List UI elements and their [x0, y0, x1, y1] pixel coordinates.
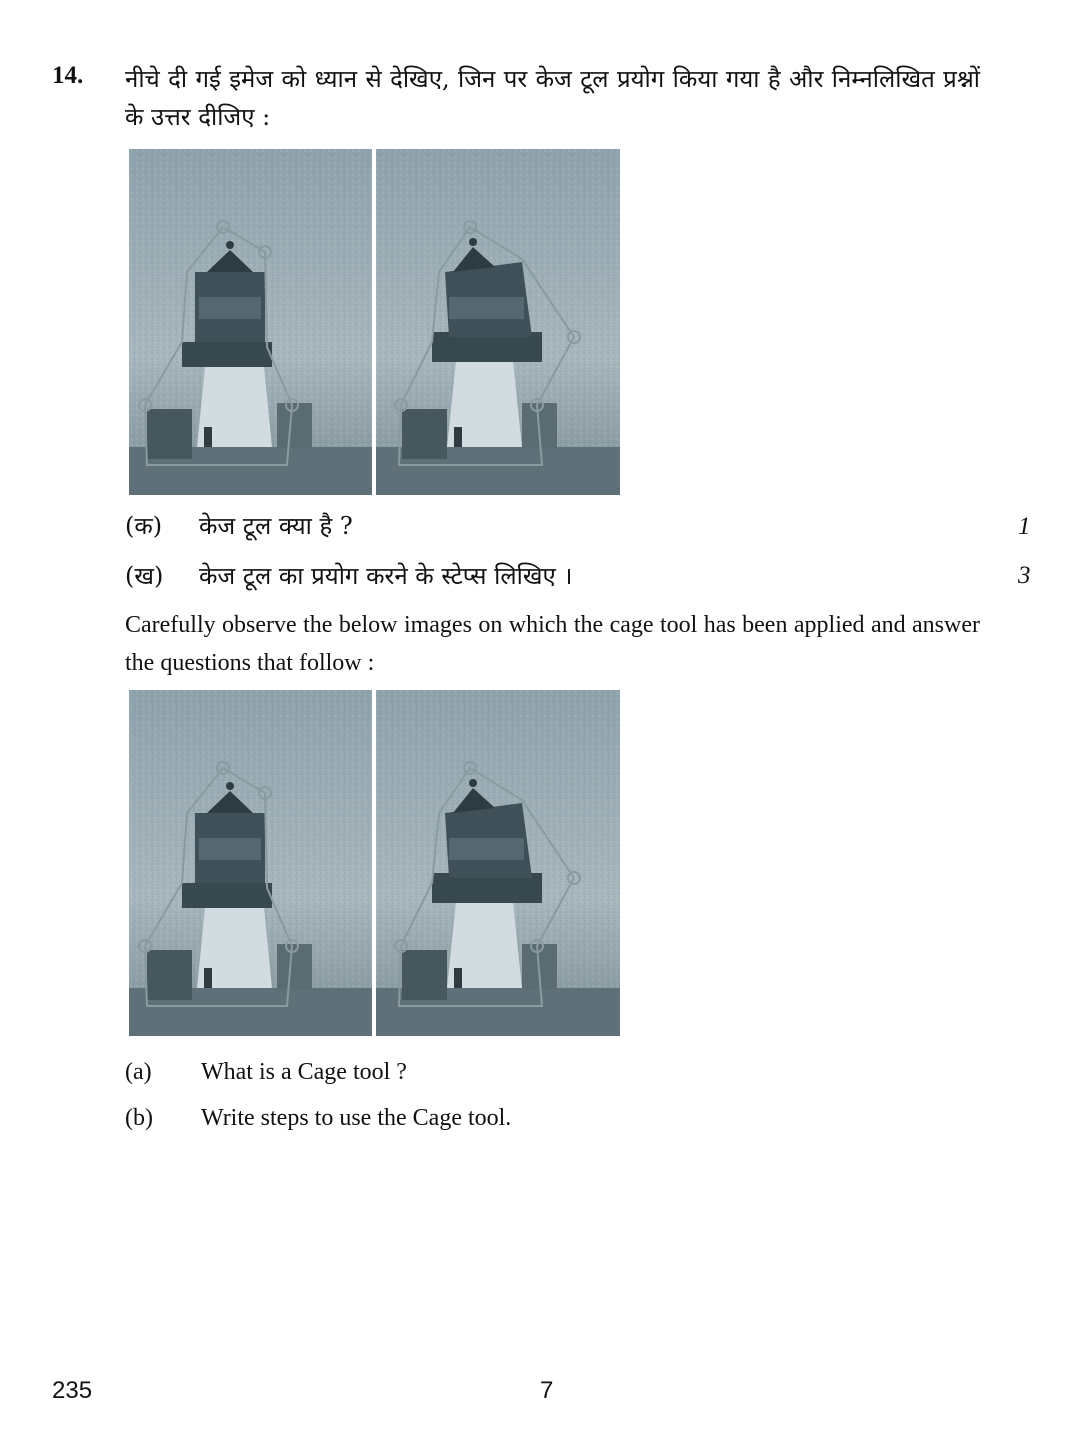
hindi-part-kha	[125, 560, 573, 592]
hindi-part-ka-text: केज टूल क्या है ?	[199, 512, 353, 540]
english-part-b	[125, 1102, 511, 1134]
question-intro-hindi: नीचे दी गई इमेज को ध्यान से देखिए, जिन पर केज टूल प्रयोग किया गया है और निम्नलिखित प्रश्नों के उत्तर दीजिए :	[125, 65, 980, 131]
english-part-b-label: (b)	[125, 1105, 153, 1131]
hindi-part-ka	[125, 510, 353, 542]
hindi-part-kha-label: (ख)	[125, 562, 164, 590]
hindi-part-ka-marks: 1	[1018, 513, 1031, 540]
question-number: 14.	[52, 62, 84, 89]
paper-code: 235	[52, 1377, 93, 1404]
page-number: 7	[540, 1377, 554, 1404]
english-part-a-text: What is a Cage tool ?	[201, 1059, 407, 1085]
english-part-b-text: Write steps to use the Cage tool.	[201, 1105, 512, 1131]
hindi-part-kha-text: केज टूल का प्रयोग करने के स्टेप्स लिखिए ।	[199, 562, 573, 590]
hindi-part-kha-marks: 3	[1018, 562, 1031, 589]
lighthouse-cage-figure-english	[127, 688, 622, 1038]
lighthouse-cage-figure-hindi	[127, 147, 622, 497]
hindi-part-ka-label: (क)	[125, 512, 163, 540]
english-part-a-label: (a)	[125, 1059, 152, 1085]
english-part-a	[125, 1056, 407, 1088]
question-intro-english: Carefully observe the below images on which the cage tool has been applied and answer the questions that follow :	[125, 612, 980, 676]
